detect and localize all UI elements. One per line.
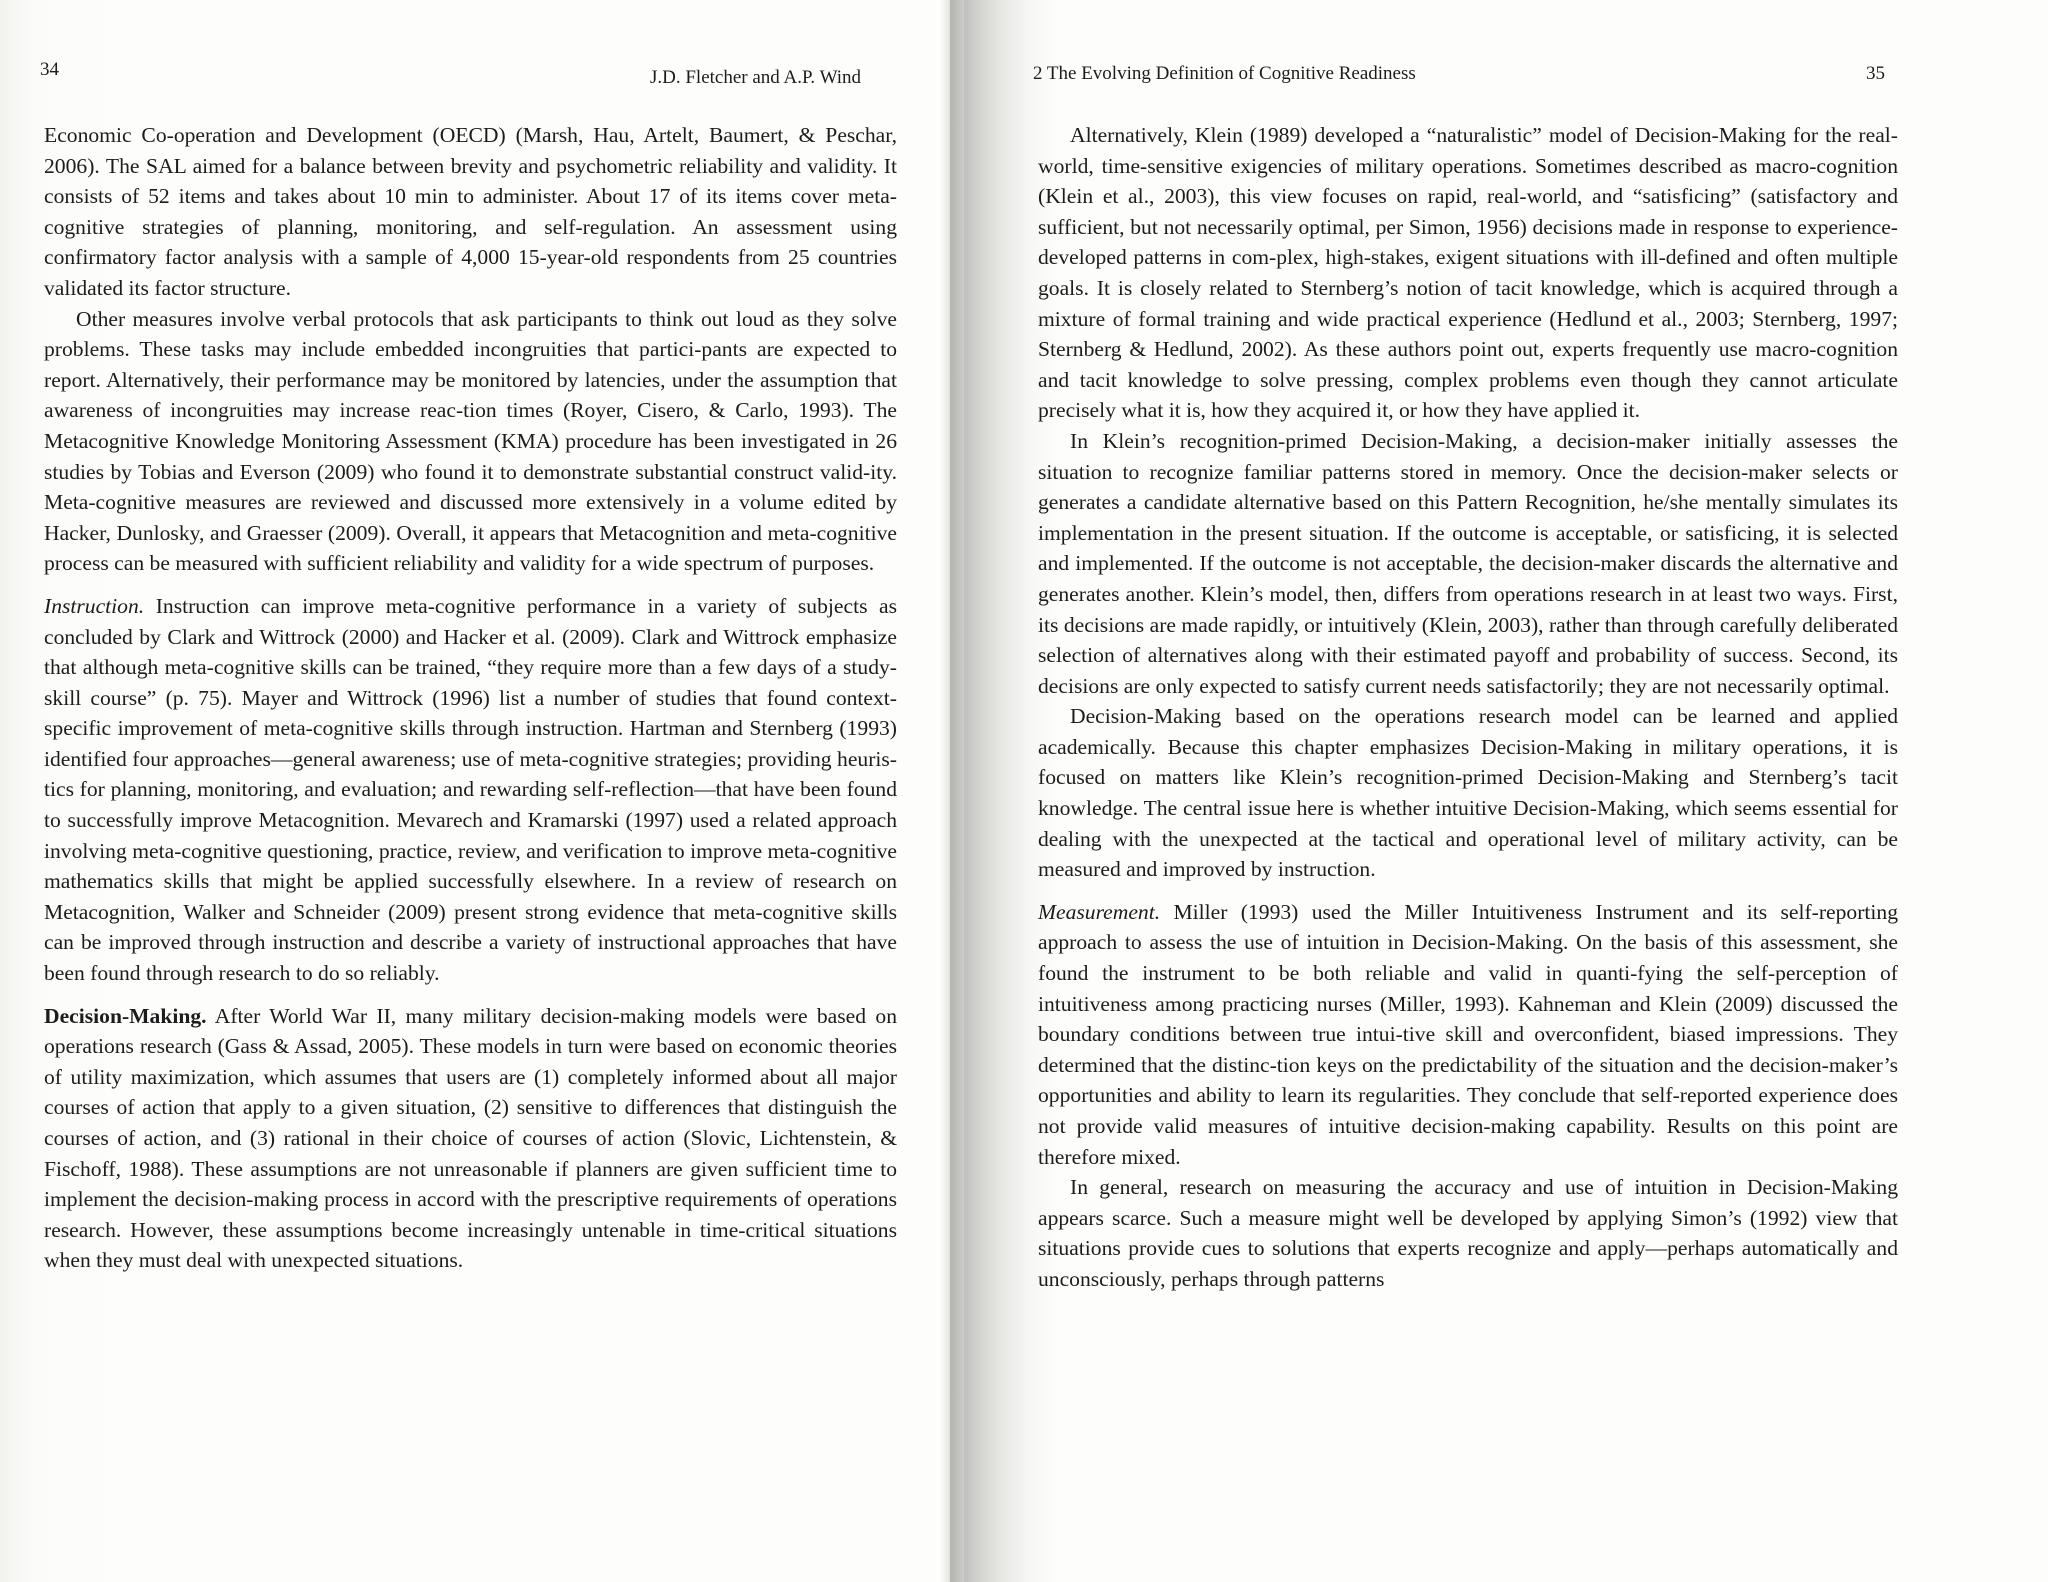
left-running-head: J.D. Fletcher and A.P. Wind <box>650 67 862 88</box>
left-page-number: 34 <box>40 59 59 80</box>
paragraph-text: Miller (1993) used the Miller Intuitiveness Instrument and its self-reporting approach to assess the use of intuition in Decision-Making. On the basis of this assessment, she found the instrument to be both reliable and valid in quanti-fying the self-perception of intuitiveness among practicing nurses (Miller, 1993). Kahneman and Klein (2009) discussed the boundary conditions between true intui-tive skill and overconfident, biased impressions. They determined that the distinc-tion keys on the predictability of the situation and the decision-maker’s opportunities and ability to learn its regularities. They conclude that self-reported experience does not provide valid measures of intuitive decision-making capability. Results on this point are therefore mixed. <box>1038 899 1898 1169</box>
paragraph: Other measures involve verbal protocols that ask participants to think out loud as they solve problems. These tasks may include embedded incongruities that partici-pants are expected to report. Alternatively, their performance may be monitored by latencies, under the assumption that awareness of incongruities may increase reac-tion times (Royer, Cisero, & Carlo, 1993). The Metacognitive Knowledge Monitoring Assessment (KMA) procedure has been investigated in 26 studies by Tobias and Everson (2009) who found it to demonstrate substantial construct valid-ity. Meta-cognitive measures are reviewed and discussed more extensively in a volume edited by Hacker, Dunlosky, and Graesser (2009). Overall, it appears that Metacognition and meta-cognitive process can be measured with sufficient reliability and validity for a wide spectrum of purposes. <box>44 306 897 576</box>
right-page-number: 35 <box>1866 63 1885 84</box>
paragraph: Economic Co-operation and Development (OECD) (Marsh, Hau, Artelt, Baumert, & Peschar, 2006). The SAL aimed for a balance between brevity and psychometric reliability and validity. It consists of 52 items and takes about 10 min to administer. About 17 of its items cover meta-cognitive strategies of planning, monitoring, and self-regulation. An assessment using confirmatory factor analysis with a sample of 4,000 15-year-old respondents from 25 countries validated its factor structure. <box>44 123 897 300</box>
right-body-text <box>1038 120 1898 1295</box>
run-in-heading-measurement: Measurement. <box>1038 899 1161 924</box>
paragraph: In Klein’s recognition-primed Decision-Making, a decision-maker initially assesses the situation to recognize familiar patterns stored in memory. Once the decision-maker selects or generates a candidate alternative based on this Pattern Recognition, he/she mentally simulates its implementation in the present situation. If the outcome is acceptable, or satisficing, it is selected and implemented. If the outcome is not acceptable, the decision-maker discards the alternative and generates another. Klein’s model, then, differs from operations research in at least two ways. First, its decisions are made rapidly, or intuitively (Klein, 2003), rather than through carefully deliberated selection of alternatives along with their estimated payoff and probability of success. Second, its decisions are only expected to satisfy current needs satisfactorily; they are not necessarily optimal. <box>1038 428 1898 698</box>
paragraph-text: After World War II, many military decision-making models were based on operations research (Gass & Assad, 2005). These models in turn were based on economic theories of utility maximization, which assumes that users are (1) completely informed about all major courses of action that apply to a given situation, (2) sensitive to differences that distinguish the courses of action, and (3) rational in their choice of courses of action (Slovic, Lichtenstein, & Fischoff, 1988). These assumptions are not unreasonable if planners are given sufficient time to implement the decision-making process in accord with the prescriptive requirements of operations research. However, these assumptions become increasingly untenable in time-critical situations when they must deal with unexpected situations. <box>44 1003 897 1273</box>
paragraph: In general, research on measuring the accuracy and use of intuition in Decision-Making appears scarce. Such a measure might well be developed by applying Simon’s (1992) view that situations provide cues to solutions that experts recognize and apply—perhaps automatically and unconsciously, perhaps through patterns <box>1038 1175 1898 1291</box>
right-running-head: 2 The Evolving Definition of Cognitive Readiness <box>1033 63 1416 84</box>
section-heading-decision-making: Decision-Making. <box>44 1003 207 1028</box>
left-page <box>0 0 950 1582</box>
left-body-text <box>44 120 897 1276</box>
paragraph-text: Instruction can improve meta-cognitive performance in a variety of subjects as concluded by Clark and Wittrock (2000) and Hacker et al. (2009). Clark and Wittrock emphasize that although meta-cognitive skills can be trained, “they require more than a few days of a study-skill course” (p. 75). Mayer and Wittrock (1996) list a number of studies that found context-specific improvement of meta-cognitive skills through instruction. Hartman and Sternberg (1993) identified four approaches—general awareness; use of meta-cognitive strategies; providing heuris-tics for planning, monitoring, and evaluation; and rewarding self-reflection—that have been found to successfully improve Metacognition. Mevarech and Kramarski (1997) used a related approach involving meta-cognitive questioning, practice, review, and verification to improve meta-cognitive mathematics skills that might be applied successfully elsewhere. In a review of research on Metacognition, Walker and Schneider (2009) present strong evidence that meta-cognitive skills can be improved through instruction and describe a variety of instructional approaches that have been found through research to do so reliably. <box>44 593 897 986</box>
book-spine-fold <box>950 0 964 1582</box>
paragraph-instruction <box>44 591 897 989</box>
run-in-heading-instruction: Instruction. <box>44 593 145 618</box>
paragraph-measurement <box>1038 897 1898 1172</box>
paragraph: Alternatively, Klein (1989) developed a “naturalistic” model of Decision-Making for the real-world, time-sensitive exigencies of military operations. Sometimes described as macro-cognition (Klein et al., 2003), this view focuses on rapid, real-world, and “satisficing” (satisfactory and sufficient, but not necessarily optimal, per Simon, 1956) decisions made in response to experience-developed patterns in com-plex, high-stakes, exigent situations with ill-defined and often multiple goals. It is closely related to Sternberg’s notion of tacit knowledge, which is acquired through a mixture of formal training and wide practical experience (Hedlund et al., 2003; Sternberg, 1997; Sternberg & Hedlund, 2002). As these authors point out, experts frequently use macro-cognition and tacit knowledge to solve pressing, complex problems even though they cannot articulate precisely what it is, how they acquired it, or how they have applied it. <box>1038 123 1898 423</box>
paragraph: Decision-Making based on the operations research model can be learned and applied academically. Because this chapter emphasizes Decision-Making in military operations, it is focused on matters like Klein’s recognition-primed Decision-Making and Sternberg’s tacit knowledge. The central issue here is whether intuitive Decision-Making, which seems essential for dealing with the unexpected at the tactical and operational level of military activity, can be measured and improved by instruction. <box>1038 704 1898 882</box>
paragraph-decision-making <box>44 1001 897 1276</box>
